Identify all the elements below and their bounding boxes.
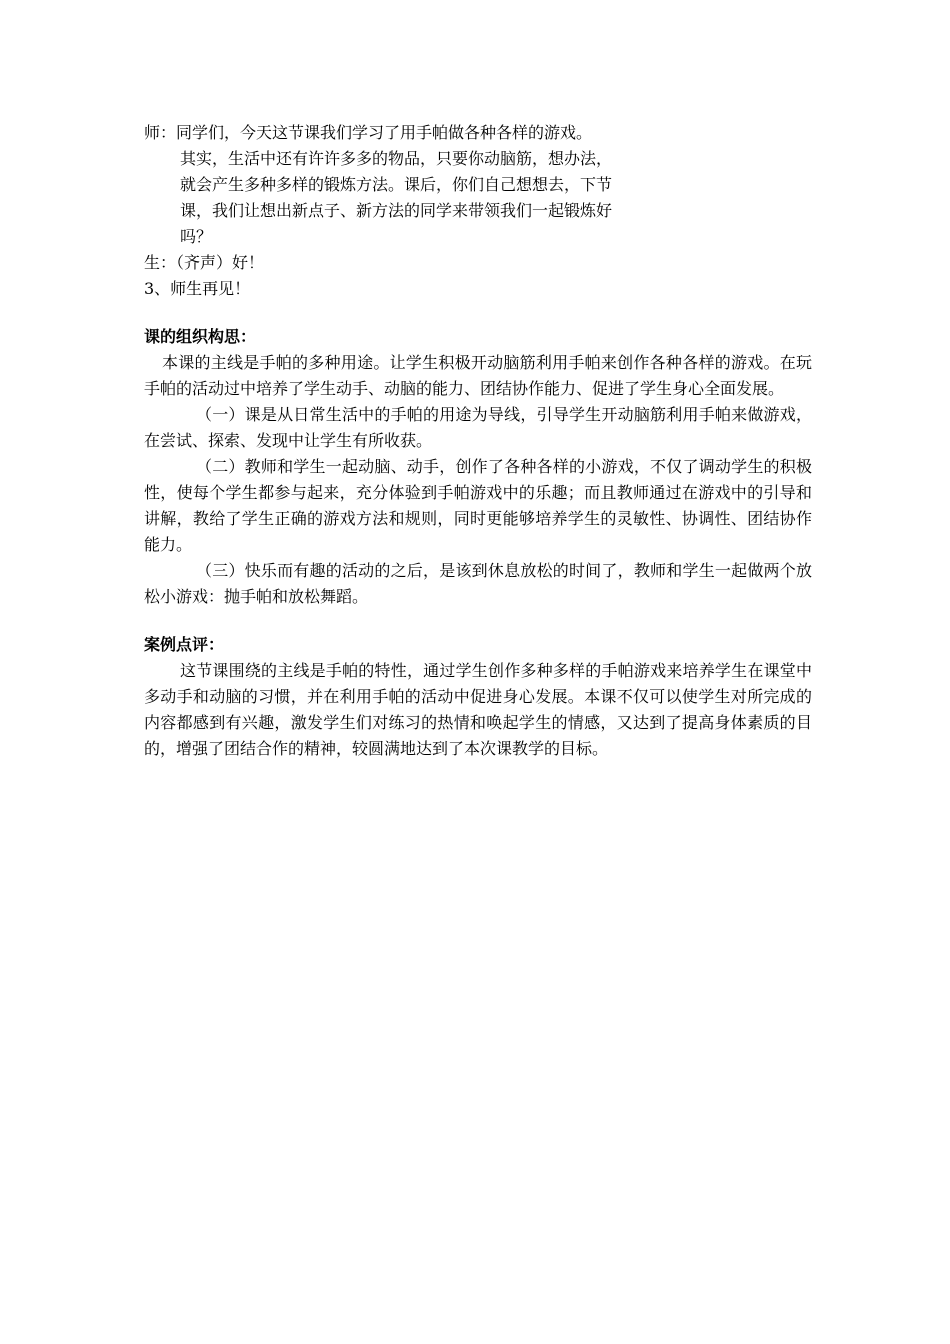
farewell-line: 3、师生再见！: [144, 279, 251, 298]
teacher-cont-line-4: 吗？: [180, 227, 213, 246]
teacher-cont-line-2: 就会产生多种多样的锻炼方法。课后，你们自己想想去，下节: [180, 175, 613, 194]
review-heading: 案例点评：: [144, 635, 225, 654]
teacher-cont-line-3: 课，我们让想出新点子、新方法的同学来带领我们一起锻炼好: [180, 201, 613, 220]
document-page: [144, 120, 812, 762]
teacher-line: 师：同学们，今天这节课我们学习了用手帕做各种各样的游戏。: [144, 123, 593, 142]
student-line: 生：（齐声）好！: [144, 253, 265, 272]
teacher-continuation: [144, 146, 812, 250]
teacher-cont-line-1: 其实，生活中还有许许多多的物品，只要你动脑筋，想办法，: [180, 149, 613, 168]
organization-point-3: （三）快乐而有趣的活动的之后，是该到休息放松的时间了，教师和学生一起做两个放松小游戏：抛手帕和放松舞蹈。: [144, 561, 812, 606]
review-body: 这节课围绕的主线是手帕的特性，通过学生创作多种多样的手帕游戏来培养学生在课堂中多动手和动脑的习惯，并在利用手帕的活动中促进身心发展。本课不仅可以使学生对所完成的内容都感到有兴趣，激发学生们对练习的热情和唤起学生的情感，又达到了提高身体素质的目的，增强了团结合作的精神，较圆满地达到了本次课教学的目标。: [144, 661, 812, 758]
organization-point-1: （一）课是从日常生活中的手帕的用途为导线，引导学生开动脑筋利用手帕来做游戏，在尝试、探索、发现中让学生有所收获。: [144, 405, 812, 450]
organization-point-2: （二）教师和学生一起动脑、动手，创作了各种各样的小游戏，不仅了调动学生的积极性，使每个学生都参与起来，充分体验到手帕游戏中的乐趣；而且教师通过在游戏中的引导和讲解，教给了学生正确的游戏方法和规则，同时更能够培养学生的灵敏性、协调性、团结协作能力。: [144, 457, 812, 554]
organization-intro: 本课的主线是手帕的多种用途。让学生积极开动脑筋利用手帕来创作各种各样的游戏。在玩手帕的活动过中培养了学生动手、动脑的能力、团结协作能力、促进了学生身心全面发展。: [144, 353, 812, 398]
organization-heading: 课的组织构思：: [144, 327, 257, 346]
